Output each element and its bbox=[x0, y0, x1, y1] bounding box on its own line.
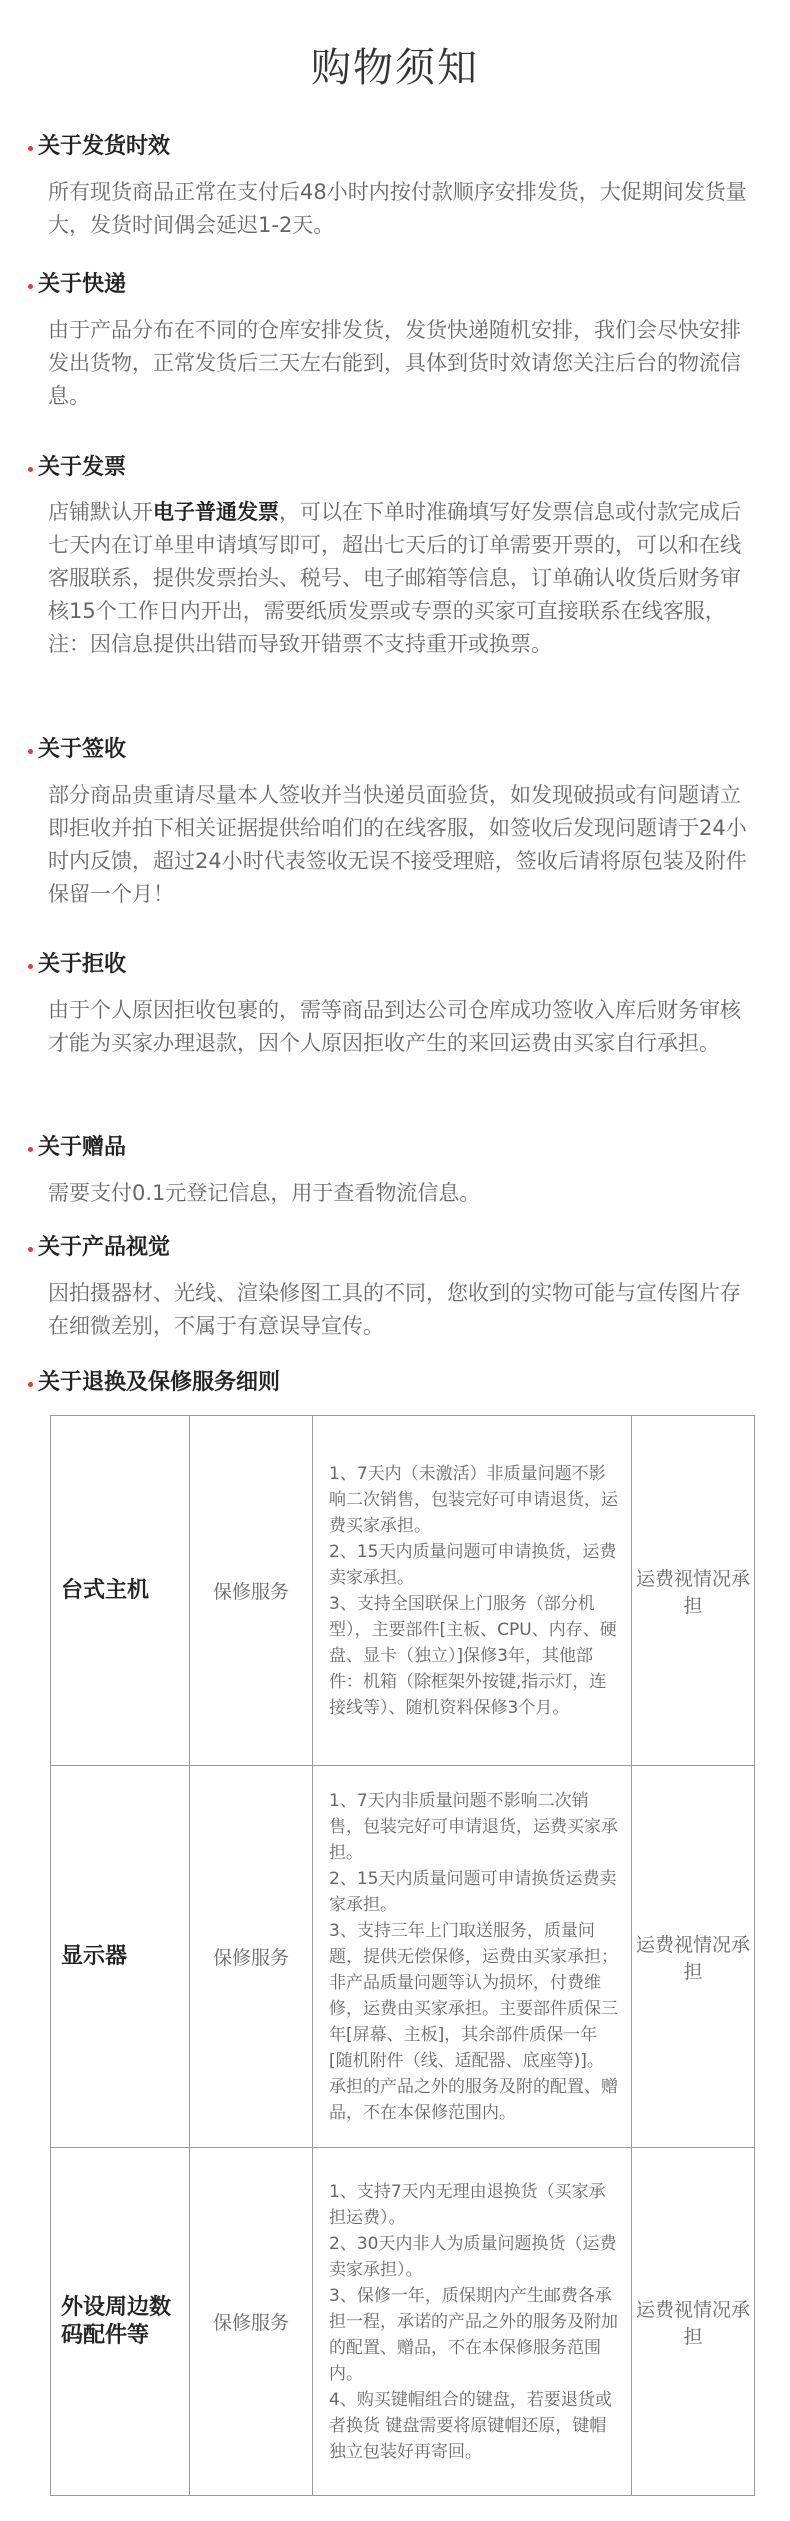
service-type-cell: 保修服务 bbox=[190, 1416, 313, 1766]
table-row bbox=[51, 2148, 755, 2496]
section-title-signing: 关于签收 bbox=[38, 735, 126, 765]
detail-line: 3、支持三年上门取送服务，质量问题，提供无偿保修，运费由买家承担；非产品质量问题等认为损坏，付费维修，运费由买家承担。主要部件质保三年[屏幕、主板]，其余部件质保一年[随机附件（线、适配器、底座等)]。承担的产品之外的服务及附的配置、赠品，不在本保修范围内。 bbox=[329, 1920, 618, 2123]
detail-line: 2、30天内非人为质量问题换货（运费卖家承担）。 bbox=[329, 2233, 617, 2280]
section-body-courier: 由于产品分布在不同的仓库安排发货，发货快递随机安排，我们会尽快安排发出货物，正常发货后三天左右能到，具体到货时效请您关注后台的物流信息。 bbox=[48, 318, 741, 408]
product-category-cell: 台式主机 bbox=[51, 1416, 190, 1766]
detail-line: 3、支持全国联保上门服务（部分机型），主要部件[主板、CPU、内存、硬盘、显卡（独立）]保修3年，其他部件：机箱（除框架外按键,指示灯，连接线等）、随机资料保修3个月。 bbox=[329, 1593, 617, 1718]
section-body-gifts: 需要支付0.1元登记信息，用于查看物流信息。 bbox=[48, 1181, 481, 1205]
section-body-invoice bbox=[48, 496, 752, 661]
invoice-text-suffix: ，可以在下单时准确填写好发票信息或付款完成后七天内在订单里申请填写即可，超出七天后的订单需要开票的，可以和在线客服联系，提供发票抬头、税号、电子邮箱等信息，订单确认收货后财务审核15个工作日内开出，需要纸质发票或专票的买家可直接联系在线客服，注：因信息提供出错而导致开错票不支持重开或换票。 bbox=[48, 500, 741, 656]
section-body-shipping-time: 所有现货商品正常在支付后48小时内按付款顺序安排发货，大促期间发货量大，发货时间偶会延迟1-2天。 bbox=[48, 180, 747, 237]
detail-line: 1、支持7天内无理由退换货（买家承担运费）。 bbox=[329, 2181, 606, 2228]
table-row bbox=[51, 1766, 755, 2148]
detail-line: 2、15天内质量问题可申请换货运费卖家承担。 bbox=[329, 1868, 617, 1915]
product-category-cell: 外设周边数码配件等 bbox=[51, 2148, 190, 2496]
table-row bbox=[51, 1416, 755, 1766]
section-title-shipping-time: 关于发货时效 bbox=[38, 132, 170, 162]
service-table bbox=[50, 1415, 755, 2496]
service-type-cell: 保修服务 bbox=[190, 2148, 313, 2496]
section-title-invoice: 关于发票 bbox=[38, 453, 126, 483]
page-title: 购物须知 bbox=[311, 45, 479, 91]
section-title-returns-warranty: 关于退换及保修服务细则 bbox=[38, 1368, 280, 1398]
detail-line: 3、保修一年，质保期内产生邮费各承担一程，承诺的产品之外的服务及附加的配置、赠品，不在本保修服务范围内。 bbox=[329, 2285, 618, 2384]
shipping-fee-cell: 运费视情况承担 bbox=[632, 1766, 755, 2148]
invoice-text-prefix: 店铺默认开 bbox=[48, 500, 153, 524]
detail-line: 2、15天内质量问题可申请换货，运费卖家承担。 bbox=[329, 1541, 617, 1588]
shipping-fee-cell: 运费视情况承担 bbox=[632, 2148, 755, 2496]
service-detail-cell bbox=[313, 1766, 632, 2148]
detail-line: 1、7天内非质量问题不影响二次销售，包装完好可申请退货，运费买家承担。 bbox=[329, 1790, 618, 1863]
section-body-refusal: 由于个人原因拒收包裹的，需等商品到达公司仓库成功签收入库后财务审核才能为买家办理退款，因个人原因拒收产生的来回运费由买家自行承担。 bbox=[48, 998, 741, 1055]
section-title-gifts: 关于赠品 bbox=[38, 1133, 126, 1163]
detail-line: 1、7天内（未激活）非质量问题不影响二次销售，包装完好可申请退货，运费买家承担。 bbox=[329, 1463, 618, 1536]
service-detail-cell bbox=[313, 2148, 632, 2496]
product-category-cell: 显示器 bbox=[51, 1766, 190, 2148]
service-type-cell: 保修服务 bbox=[190, 1766, 313, 2148]
section-title-product-visual: 关于产品视觉 bbox=[38, 1233, 170, 1263]
invoice-text-bold: 电子普通发票 bbox=[153, 500, 279, 524]
section-body-product-visual: 因拍摄器材、光线、渲染修图工具的不同，您收到的实物可能与宣传图片存在细微差别，不属于有意误导宣传。 bbox=[48, 1281, 741, 1338]
section-title-courier: 关于快递 bbox=[38, 270, 126, 300]
detail-line: 4、购买键帽组合的键盘，若要退货或者换货 键盘需要将原键帽还原，键帽独立包装好再寄回。 bbox=[329, 2389, 612, 2462]
service-detail-cell bbox=[313, 1416, 632, 1766]
section-body-signing: 部分商品贵重请尽量本人签收并当快递员面验货，如发现破损或有问题请立即拒收并拍下相关证据提供给咱们的在线客服，如签收后发现问题请于24小时内反馈，超过24小时代表签收无误不接受理赔，签收后请将原包装及附件保留一个月！ bbox=[48, 783, 747, 906]
section-title-refusal: 关于拒收 bbox=[38, 950, 126, 980]
shipping-fee-cell: 运费视情况承担 bbox=[632, 1416, 755, 1766]
